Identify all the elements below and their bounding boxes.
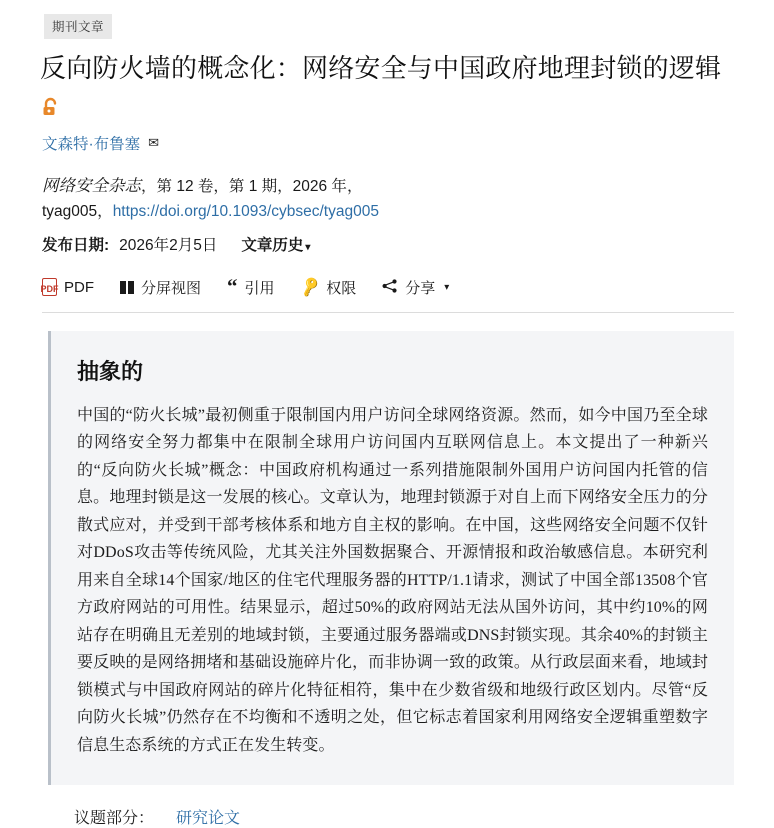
abstract-panel	[48, 331, 734, 786]
pdf-button-label: PDF	[64, 278, 94, 296]
published-row	[42, 233, 734, 255]
open-access-lock-icon	[42, 96, 734, 125]
subject-section-link[interactable]: 研究论文	[176, 810, 241, 828]
page-title: 反向防火墙的概念化：网络安全与中国政府地理封锁的逻辑	[40, 54, 722, 83]
permissions-button-label: 权限	[326, 279, 357, 297]
split-view-button[interactable]	[120, 277, 201, 298]
citation-sep-5: ，	[97, 203, 113, 221]
share-button-label: 分享	[405, 279, 436, 297]
citation-sep-4: ，	[346, 177, 363, 195]
envelope-icon[interactable]: ✉	[148, 135, 160, 150]
citation-sep-3: ，	[277, 177, 293, 195]
article-history-toggle[interactable]	[241, 233, 310, 255]
abstract-heading: 抽象的	[77, 358, 144, 384]
key-icon: 🔑	[298, 276, 322, 299]
chevron-down-icon: ▾	[305, 241, 311, 253]
split-view-button-label: 分屏视图	[141, 279, 202, 297]
citation-volume: 第 12 卷	[156, 177, 214, 195]
authors-row	[42, 132, 734, 154]
author-link[interactable]: 文森特·布鲁塞	[42, 135, 141, 153]
permissions-button[interactable]	[298, 276, 357, 299]
cite-button-label: 引用	[244, 279, 275, 297]
share-button[interactable]	[382, 277, 449, 298]
subject-section-row	[74, 805, 734, 828]
citation-year: 2026 年	[292, 177, 347, 195]
share-icon	[382, 279, 398, 296]
article-type-badge: 期刊文章	[44, 14, 112, 39]
quote-icon: “	[227, 274, 238, 299]
pdf-icon: PDF	[42, 278, 57, 296]
share-chevron-down-icon: ▾	[444, 281, 450, 293]
abstract-body: 中国的“防火长城”最初侧重于限制国内用户访问全球网络资源。然而，如今中国乃至全球的网络安全努力都集中在限制全球用户访问国内互联网信息上。本文提出了一种新兴的“反向防火长城”概念：中国政府机构通过一系列措施限制外国用户访问国内托管的信息。地理封锁是这一发展的核心。文章认为，地理封锁源于对自上而下网络安全压力的分散式应对，并受到干部考核体系和地方自主权的影响。在中国，这些网络安全问题不仅针对DDoS攻击等传统风险，尤其关注外国数据聚合、开源情报和政治敏感信息。本研究利用来自全球14个国家/地区的住宅代理服务器的HTTP/1.1请求，测试了中国全部13508个官方政府网站的可用性。结果显示，超过50%的政府网站无法从国外访问，其中约10%的网站存在明确且无差别的地域封锁，主要通过服务器端或DNS封锁实现。其余40%的封锁主要反映的是网络拥堵和基础设施碎片化，而非协调一致的政策。从行政层面来看，地域封锁模式与中国政府网站的碎片化特征相符，集中在少数省级和地级行政区划内。尽管“反向防火长城”仍然存在不均衡和不透明之处，但它标志着国家利用网络安全逻辑重塑数字信息生态系统的方式正在发生转变。	[77, 406, 708, 754]
published-date: 2026年2月5日	[119, 236, 218, 254]
citation-issue: 第 1 期	[228, 177, 278, 195]
journal-name: 网络安全杂志	[42, 175, 141, 195]
pdf-button[interactable]	[42, 278, 94, 296]
citation-article-id: tyag005	[42, 203, 98, 221]
article-history-label: 文章历史	[241, 236, 304, 254]
published-label: 发布日期:	[42, 236, 110, 254]
doi-link[interactable]: https://doi.org/10.1093/cybsec/tyag005	[112, 203, 379, 221]
citation-sep-2: ，	[213, 177, 229, 195]
cite-button[interactable]	[227, 274, 275, 299]
article-toolbar	[40, 274, 734, 313]
citation-block	[42, 172, 734, 225]
citation-sep-1: ，	[141, 177, 157, 195]
split-view-icon	[120, 281, 134, 294]
subject-section-label: 议题部分：	[74, 810, 155, 828]
open-access-row	[42, 96, 734, 122]
